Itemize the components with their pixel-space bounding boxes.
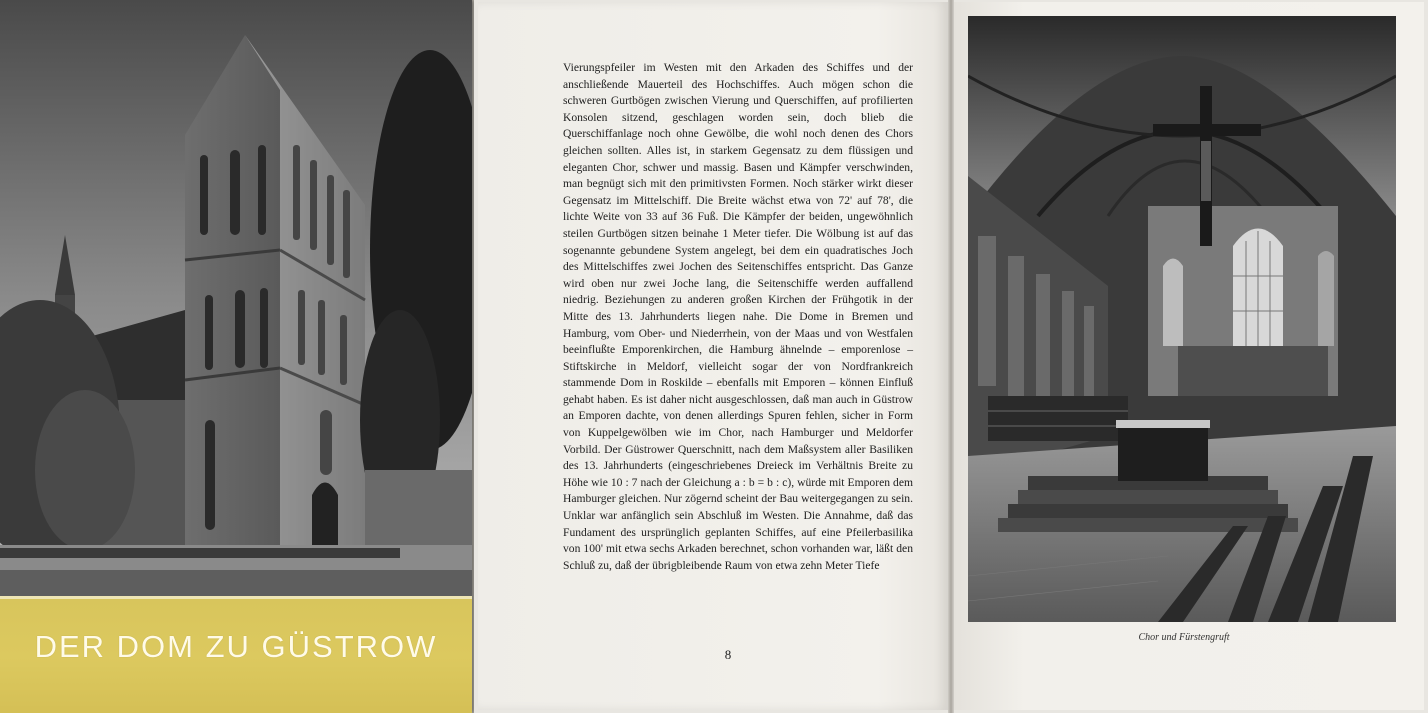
cathedral-exterior-photo [0, 0, 472, 596]
page-number: 8 [724, 647, 732, 662]
plate-page [954, 2, 1424, 710]
booklet-spread [474, 0, 1428, 713]
cover-title-band [0, 596, 472, 713]
cover-title: DER DOM ZU GÜSTROW [34, 629, 438, 664]
body-text: Vierungspfeiler im Westen mit den Arkaden des Schiffes und der anschließende Mauerteil des Hochschiffes. Auch mögen schon die schweren Gurtbögen zwischen Vierung und Querschiffen, auf profilierten Konsolen sitzend, geschlagen worden sein, doch blieb die Querschiffanlage noch ohne Gewölbe, die wohl noch denen des Chors gleichen sollten. Alles ist, in starkem Gegensatz zu dem flüssigen und eleganten Chor, schwer und massig. Basen und Kämpfer verschwinden, man begnügt sich mit den primitivsten Formen. Noch stärker wirkt dieser Gegensatz im Mittelschiff. Die Breite wächst etwa von 72' auf 78', die lichte Weite von 33 auf 36 Fuß. Die Kämpfer der beiden, ungewöhnlich steilen Gurtbögen sitzen beinahe 1 Meter tiefer. Die Wölbung ist auf das sogenannte gebundene System angelegt, bei dem ein quadratisches Joch des Mittelschiffes zwei Jochen des Seitenschiffes entspricht. Das Ganze wird oben nur zwei Joche lang, die Seitenschiffe werden auffallend niedrig. Beziehungen zu anderen großen Kirchen der Frühgotik in der Mitte des 13. Jahrhunderts liegen nahe. Die Dome in Bremen und Hamburg, vom Ober- und Niederrhein, von der Maas und von Westfalen beeinflußte Emporenkirchen, die Hamburg ähnelnde – emporenlose – Stiftskirche in Meldorf, vielleicht sogar der von Nordfrankreich stammende Dom in Roskilde – ebenfalls mit Emporen – können Einfluß gehabt haben. Es ist daher nicht ausgeschlossen, daß man auch in Güstrow an Emporen dachte, von denen allerdings Spuren fehlen, sicher in Form von Kuppelgewölben wie im Chor, nach Hamburger und Meldorfer Vorbild. Der Güstrower Querschnitt, nach dem Maßsystem aller Basiliken des 13. Jahrhunderts (eingeschriebenes Dreieck im Verhältnis Breite zu Höhe wie 10 : 7 nach der Gleichung a : b = b : c), würde mit Emporen dem Hamburger gleichen. Nur zögernd scheint der Bau weitergegangen zu sein. Unklar war anfänglich sein Abschluß im Westen. Die Annahme, daß das Fundament des ursprünglich geplanten Schiffes, auf eine Pfeilerbasilika von 100' mit etwa sechs Arkaden berechnet, schon vorhanden war, läßt den Schluß zu, daß der übrigbleibende Raum von etwa zehn Meter Tiefe [563, 61, 913, 572]
text-page [478, 2, 948, 710]
booklet-cover [0, 0, 472, 713]
choir-interior-photo [968, 16, 1396, 622]
plate-caption: Chor und Fürstengruft [1138, 632, 1230, 643]
